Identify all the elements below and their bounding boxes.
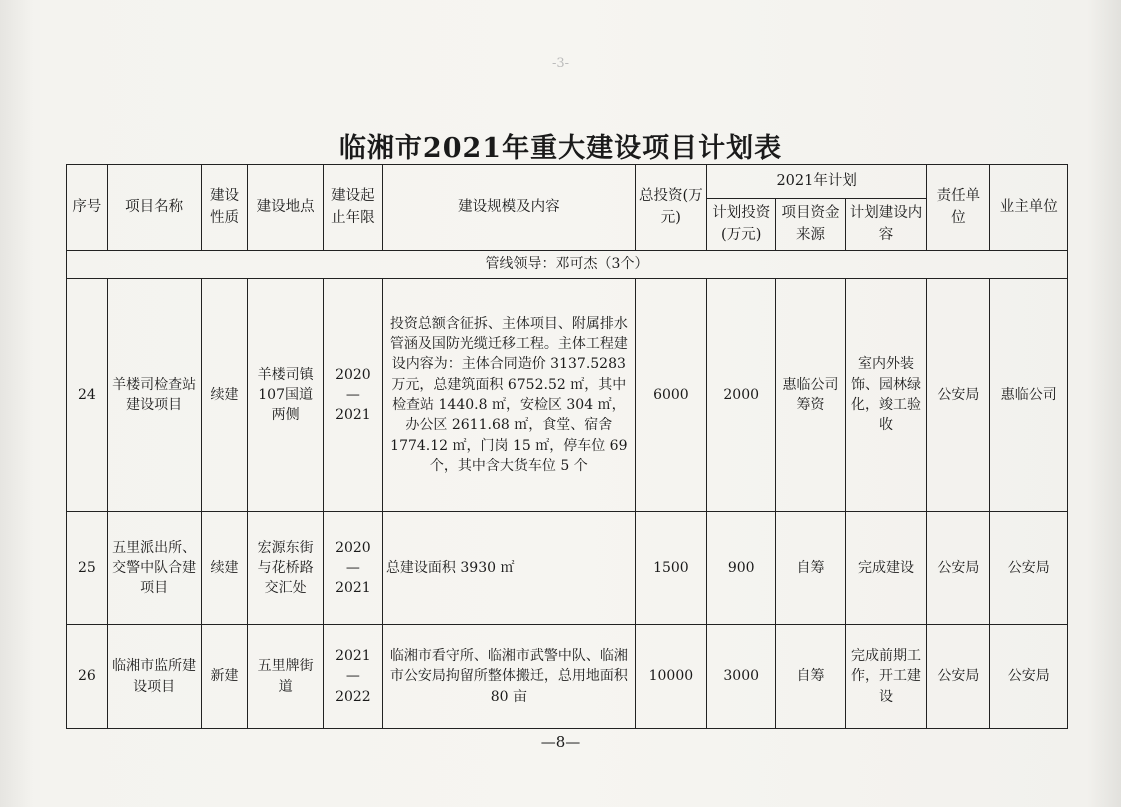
row-period-start: 2020 bbox=[335, 539, 371, 556]
header-row-1 bbox=[67, 165, 1068, 199]
row-plan-content: 完成前期工作，开工建设 bbox=[845, 625, 927, 729]
row-period-dash: — bbox=[345, 559, 360, 576]
row-owner: 公安局 bbox=[990, 512, 1068, 625]
row-scope: 临湘市看守所、临湘市武警中队、临湘市公安局拘留所整体搬迁，总用地面积 80 亩 bbox=[382, 625, 635, 729]
row-period-end: 2021 bbox=[335, 580, 371, 597]
row-plan-content: 完成建设 bbox=[845, 512, 927, 625]
row-name: 羊楼司检查站建设项目 bbox=[107, 279, 201, 512]
table-row bbox=[67, 625, 1068, 729]
header-plan-content: 计划建设内容 bbox=[845, 199, 927, 251]
row-total: 6000 bbox=[635, 279, 706, 512]
group-row bbox=[67, 251, 1068, 279]
header-period: 建设起止年限 bbox=[323, 165, 382, 251]
header-nature: 建设性质 bbox=[201, 165, 248, 251]
group-label: 管线领导：邓可杰（3个） bbox=[67, 251, 1068, 279]
header-name: 项目名称 bbox=[107, 165, 201, 251]
row-resp: 公安局 bbox=[927, 279, 990, 512]
row-plan-content: 室内外装饰、园林绿化，竣工验收 bbox=[845, 279, 927, 512]
row-resp: 公安局 bbox=[927, 512, 990, 625]
row-total: 10000 bbox=[635, 625, 706, 729]
row-resp: 公安局 bbox=[927, 625, 990, 729]
row-seq: 25 bbox=[67, 512, 108, 625]
row-total: 1500 bbox=[635, 512, 706, 625]
row-nature: 新建 bbox=[201, 625, 248, 729]
row-scope: 投资总额含征拆、主体项目、附属排水管涵及国防光缆迁移工程。主体工程建设内容为：主体合同造价 3137.5283 万元，总建筑面积 6752.52 ㎡，其中检查站 1440.8 ㎡，安检区 304 ㎡，办公区 2611.68 ㎡，食堂、宿舍 1774.12 ㎡，门岗 15 ㎡，停车位 69 个，其中含大货车位 5 个 bbox=[382, 279, 635, 512]
row-name: 五里派出所、交警中队合建项目 bbox=[107, 512, 201, 625]
row-location: 羊楼司镇107国道两侧 bbox=[248, 279, 323, 512]
top-page-mark: -3- bbox=[551, 56, 570, 71]
row-period bbox=[323, 625, 382, 729]
page-number: —8— bbox=[540, 733, 581, 751]
row-plan-invest: 900 bbox=[707, 512, 776, 625]
header-plan-invest: 计划投资(万元) bbox=[707, 199, 776, 251]
header-scope: 建设规模及内容 bbox=[382, 165, 635, 251]
row-period-start: 2021 bbox=[335, 648, 371, 665]
row-fund-source: 惠临公司筹资 bbox=[776, 279, 845, 512]
row-scope: 总建设面积 3930 ㎡ bbox=[382, 512, 635, 625]
header-resp: 责任单位 bbox=[927, 165, 990, 251]
row-seq: 26 bbox=[67, 625, 108, 729]
row-seq: 24 bbox=[67, 279, 108, 512]
row-period-start: 2020 bbox=[335, 366, 371, 383]
table-row bbox=[67, 512, 1068, 625]
row-period bbox=[323, 512, 382, 625]
header-plan-group: 2021年计划 bbox=[707, 165, 927, 199]
header-total: 总投资(万元) bbox=[635, 165, 706, 251]
row-owner: 公安局 bbox=[990, 625, 1068, 729]
row-location: 五里牌街道 bbox=[248, 625, 323, 729]
row-owner: 惠临公司 bbox=[990, 279, 1068, 512]
row-nature: 续建 bbox=[201, 279, 248, 512]
row-period-dash: — bbox=[345, 668, 360, 685]
project-plan-table bbox=[66, 164, 1068, 729]
header-fund-source: 项目资金来源 bbox=[776, 199, 845, 251]
table-row bbox=[67, 279, 1068, 512]
row-plan-invest: 3000 bbox=[707, 625, 776, 729]
row-nature: 续建 bbox=[201, 512, 248, 625]
header-seq: 序号 bbox=[67, 165, 108, 251]
page-title: 临湘市2021年重大建设项目计划表 bbox=[338, 133, 783, 164]
row-fund-source: 自筹 bbox=[776, 512, 845, 625]
row-period bbox=[323, 279, 382, 512]
row-plan-invest: 2000 bbox=[707, 279, 776, 512]
header-location: 建设地点 bbox=[248, 165, 323, 251]
row-period-end: 2021 bbox=[335, 407, 371, 424]
row-fund-source: 自筹 bbox=[776, 625, 845, 729]
row-name: 临湘市监所建设项目 bbox=[107, 625, 201, 729]
row-period-end: 2022 bbox=[335, 688, 371, 705]
row-location: 宏源东街与花桥路交汇处 bbox=[248, 512, 323, 625]
header-owner: 业主单位 bbox=[990, 165, 1068, 251]
row-period-dash: — bbox=[345, 386, 360, 403]
